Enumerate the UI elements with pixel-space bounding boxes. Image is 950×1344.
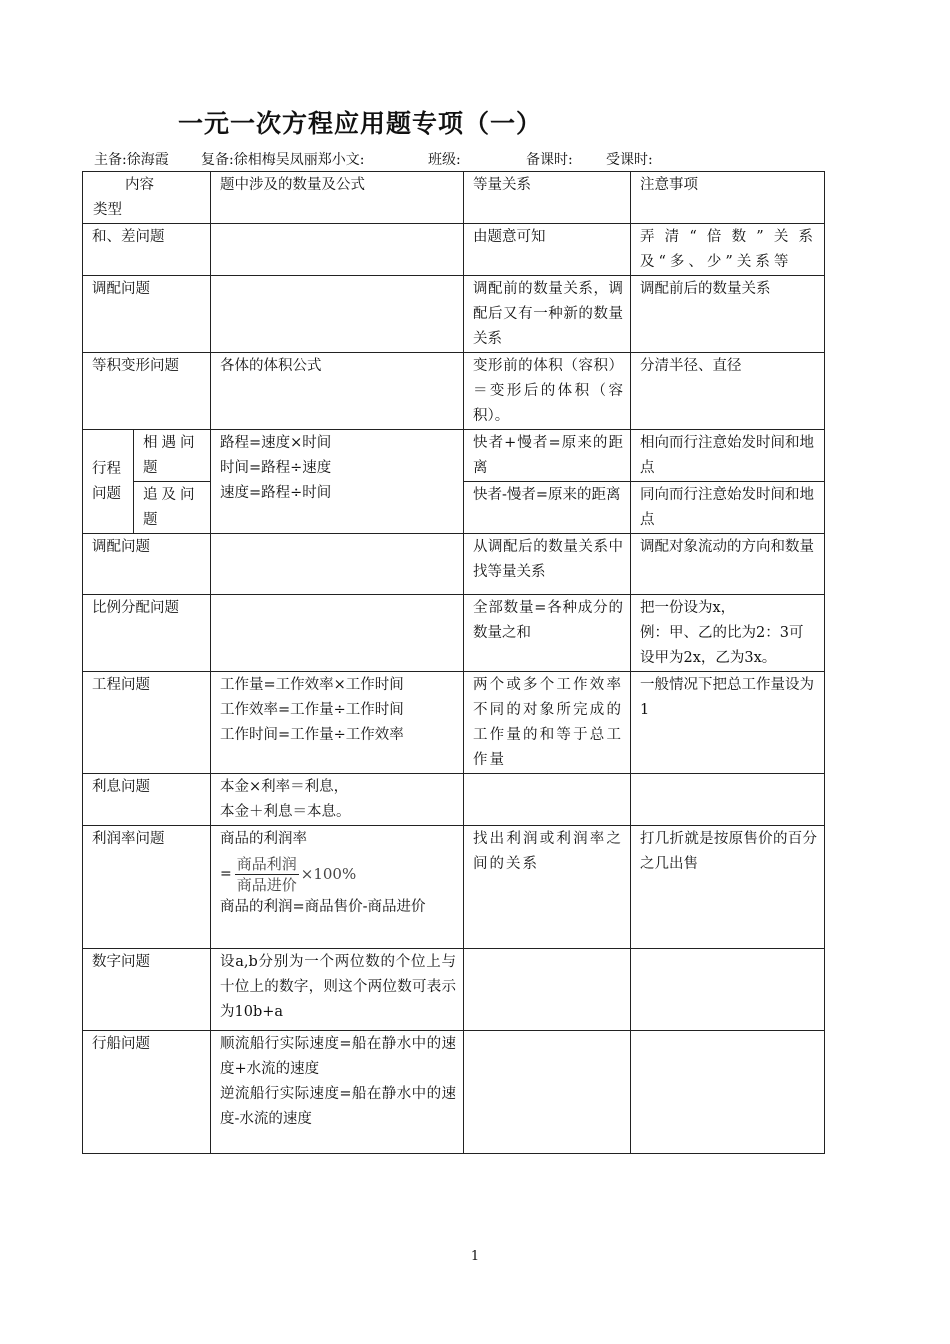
page-number: 1 [470,1249,480,1264]
row-equal: 由题意可知 [464,224,631,276]
travel-chase-equal: 快者-慢者=原来的距离 [464,482,631,534]
table-row [83,224,825,276]
table-row [83,1031,825,1154]
profit-formula-profit: 商品的利润=商品售价-商品进价 [220,899,426,915]
travel-meet-label: 相遇问题 [134,430,211,482]
row-equal: 全部数量=各种成分的数量之和 [464,595,631,672]
header-content-label: 内容 [125,177,154,193]
row-formula [211,672,464,774]
header-equal: 等量关系 [464,172,631,224]
header-note: 注意事项 [631,172,825,224]
chief-preparer: 主备:徐海霞 [94,152,169,168]
row-formula [211,774,464,826]
row-formula: 设a,b分别为一个两位数的个位上与十位上的数字，则这个两位数可表示为10b+a [211,949,464,1031]
row-equal: 调配前的数量关系，调配后又有一种新的数量关系 [464,276,631,353]
row-note: 打几折就是按原售价的百分之几出售 [631,826,825,949]
travel-meet-note: 相向而行注意始发时间和地点 [631,430,825,482]
table-row [83,353,825,430]
row-note [631,949,825,1031]
row-equal: 从调配后的数量关系中找等量关系 [464,534,631,595]
table-row [83,949,825,1031]
row-note: 调配对象流动的方向和数量 [631,534,825,595]
row-type: 数字问题 [83,949,211,1031]
row-type: 和、差问题 [83,224,211,276]
row-type: 行船问题 [83,1031,211,1154]
row-type: 等积变形问题 [83,353,211,430]
header-formula: 题中涉及的数量及公式 [211,172,464,224]
table-row-travel-meet [83,430,825,482]
row-equal [464,949,631,1031]
row-formula [211,534,464,595]
work-formula-time: 工作时间=工作量÷工作效率 [220,727,404,743]
co-preparers: 复备:徐相梅吴凤丽郑小文: [201,152,365,168]
travel-chase-label: 追及问题 [134,482,211,534]
row-type: 调配问题 [83,534,211,595]
fraction-denominator: 商品进价 [236,876,297,894]
interest-formula-1: 本金×利率＝利息， [220,779,349,795]
row-note: 弄清“倍数”关系及“多、少”关系等 [631,224,825,276]
table-row [83,534,825,595]
prep-hours-label: 备课时: [526,152,573,168]
row-note: 调配前后的数量关系 [631,276,825,353]
travel-formula-distance: 路程=速度×时间 [220,435,332,451]
row-note [631,1031,825,1154]
row-note: 一般情况下把总工作量设为1 [631,672,825,774]
table-row [83,774,825,826]
page-title: 一元一次方程应用题专项（一） [178,109,543,138]
row-type: 比例分配问题 [83,595,211,672]
row-note: 分清半径、直径 [631,353,825,430]
row-equal: 两个或多个工作效率不同的对象所完成的工作量的和等于总工作量 [464,672,631,774]
row-type: 利润率问题 [83,826,211,949]
travel-formulas [211,430,464,534]
fraction-equals: = [220,866,232,882]
teach-hours-label: 受课时: [606,152,653,168]
profit-formula-title: 商品的利润率 [220,831,307,847]
work-formula-efficiency: 工作效率=工作量÷工作时间 [220,702,404,718]
problem-types-table [82,171,825,1154]
table-row [83,276,825,353]
ratio-note-line-2: 例：甲、乙的比为2：3可设甲为2x，乙为3x。 [640,625,804,666]
row-equal [464,1031,631,1154]
travel-meet-equal: 快者+慢者=原来的距离 [464,430,631,482]
class-label: 班级: [428,152,461,168]
row-equal [464,774,631,826]
table-row [83,595,825,672]
row-type: 工程问题 [83,672,211,774]
travel-chase-note: 同向而行注意始发时间和地点 [631,482,825,534]
table-row [83,826,825,949]
table-header-row [83,172,825,224]
header-type-label: 类型 [93,202,122,218]
fraction-numerator: 商品利润 [236,855,297,873]
header-type-cell [83,172,211,224]
ratio-note-line-1: 把一份设为x， [640,600,736,616]
row-note [631,774,825,826]
interest-formula-2: 本金＋利息＝本息。 [220,804,351,820]
travel-type-label: 行程问题 [83,430,134,534]
row-equal: 变形前的体积（容积）＝变形后的体积（容积）。 [464,353,631,430]
travel-formula-time: 时间=路程÷速度 [220,460,332,476]
fraction-multiplier: ×100% [300,865,357,883]
travel-formula-speed: 速度=路程÷时间 [220,485,332,501]
profit-rate-fraction [220,854,356,895]
row-note [631,595,825,672]
row-equal: 找出利润或利润率之间的关系 [464,826,631,949]
row-formula [211,595,464,672]
row-formula: 各体的体积公式 [211,353,464,430]
table-row [83,672,825,774]
row-formula [211,276,464,353]
row-formula [211,826,464,949]
row-type: 调配问题 [83,276,211,353]
boat-formula-upstream: 逆流船行实际速度=船在静水中的速度-水流的速度 [220,1086,456,1127]
work-formula-amount: 工作量=工作效率×工作时间 [220,677,404,693]
row-formula [211,224,464,276]
row-formula [211,1031,464,1154]
boat-formula-downstream: 顺流船行实际速度=船在静水中的速度+水流的速度 [220,1036,456,1077]
row-type: 利息问题 [83,774,211,826]
